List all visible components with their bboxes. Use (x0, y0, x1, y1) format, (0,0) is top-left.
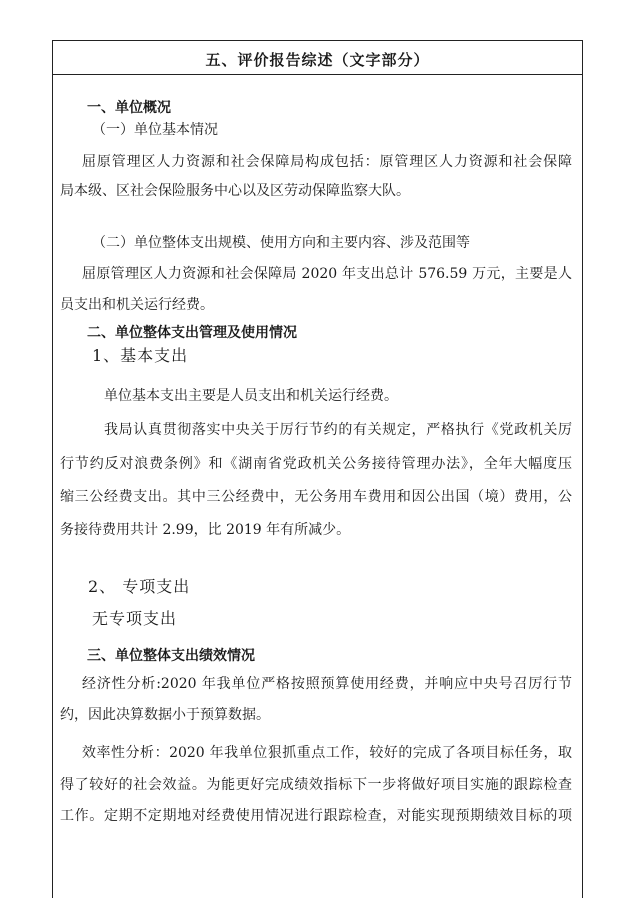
section-1-para-2-line-1: 屈原管理区人力资源和社会保障局 2020 年支出总计 576.59 万元，主要是人 (82, 266, 572, 282)
section-3-para-2-line-3: 工作。定期不定期地对经费使用情况进行跟踪检查，对能实现预期绩效目标的项 (60, 808, 572, 824)
section-1-heading: 一、单位概况 (87, 100, 171, 116)
section-3-para-1-line-1: 经济性分析:2020 年我单位严格按照预算使用经费，并响应中央号召厉行节 (82, 676, 572, 692)
title-row (53, 41, 582, 75)
section-2-para-2-line-1: 我局认真贯彻落实中央关于厉行节约的有关规定，严格执行《党政机关厉 (104, 422, 572, 438)
section-3-para-2-line-1: 效率性分析：2020 年我单位狠抓重点工作，较好的完成了各项目标任务，取 (82, 745, 572, 761)
section-1-para-1-line-1: 屈原管理区人力资源和社会保障局构成包括：原管理区人力资源和社会保障 (82, 154, 572, 170)
section-2-subheading-1: 1、基本支出 (92, 346, 189, 365)
section-1-para-2-line-2: 员支出和机关运行经费。 (60, 297, 214, 313)
page-title: 五、评价报告综述（文字部分） (205, 51, 430, 69)
section-2-para-3: 无专项支出 (92, 609, 178, 628)
section-2-para-2-line-4: 务接待费用共计 2.99，比 2019 年有所减少。 (60, 522, 351, 538)
section-2-para-2-line-2: 行节约反对浪费条例》和《湖南省党政机关公务接待管理办法》，全年大幅度压 (60, 456, 572, 472)
section-3-para-1-line-2: 约，因此决算数据小于预算数据。 (60, 707, 270, 723)
section-1-para-1-line-2: 局本级、区社会保险服务中心以及区劳动保障监察大队。 (60, 183, 410, 199)
section-2-para-2-line-3: 缩三公经费支出。其中三公经费中，无公务用车费用和因公出国（境）费用，公 (60, 489, 572, 505)
section-3-para-2-line-2: 得了较好的社会效益。为能更好完成绩效指标下一步将做好项目实施的跟踪检查 (60, 777, 572, 793)
section-1-subheading-1: （一）单位基本情况 (92, 122, 218, 138)
section-1-subheading-2: （二）单位整体支出规模、使用方向和主要内容、涉及范围等 (92, 235, 470, 251)
section-2-para-1: 单位基本支出主要是人员支出和机关运行经费。 (104, 388, 398, 404)
section-3-heading: 三、单位整体支出绩效情况 (87, 648, 255, 664)
section-2-subheading-2: 2、 专项支出 (88, 577, 191, 596)
section-2-heading: 二、单位整体支出管理及使用情况 (87, 325, 297, 341)
